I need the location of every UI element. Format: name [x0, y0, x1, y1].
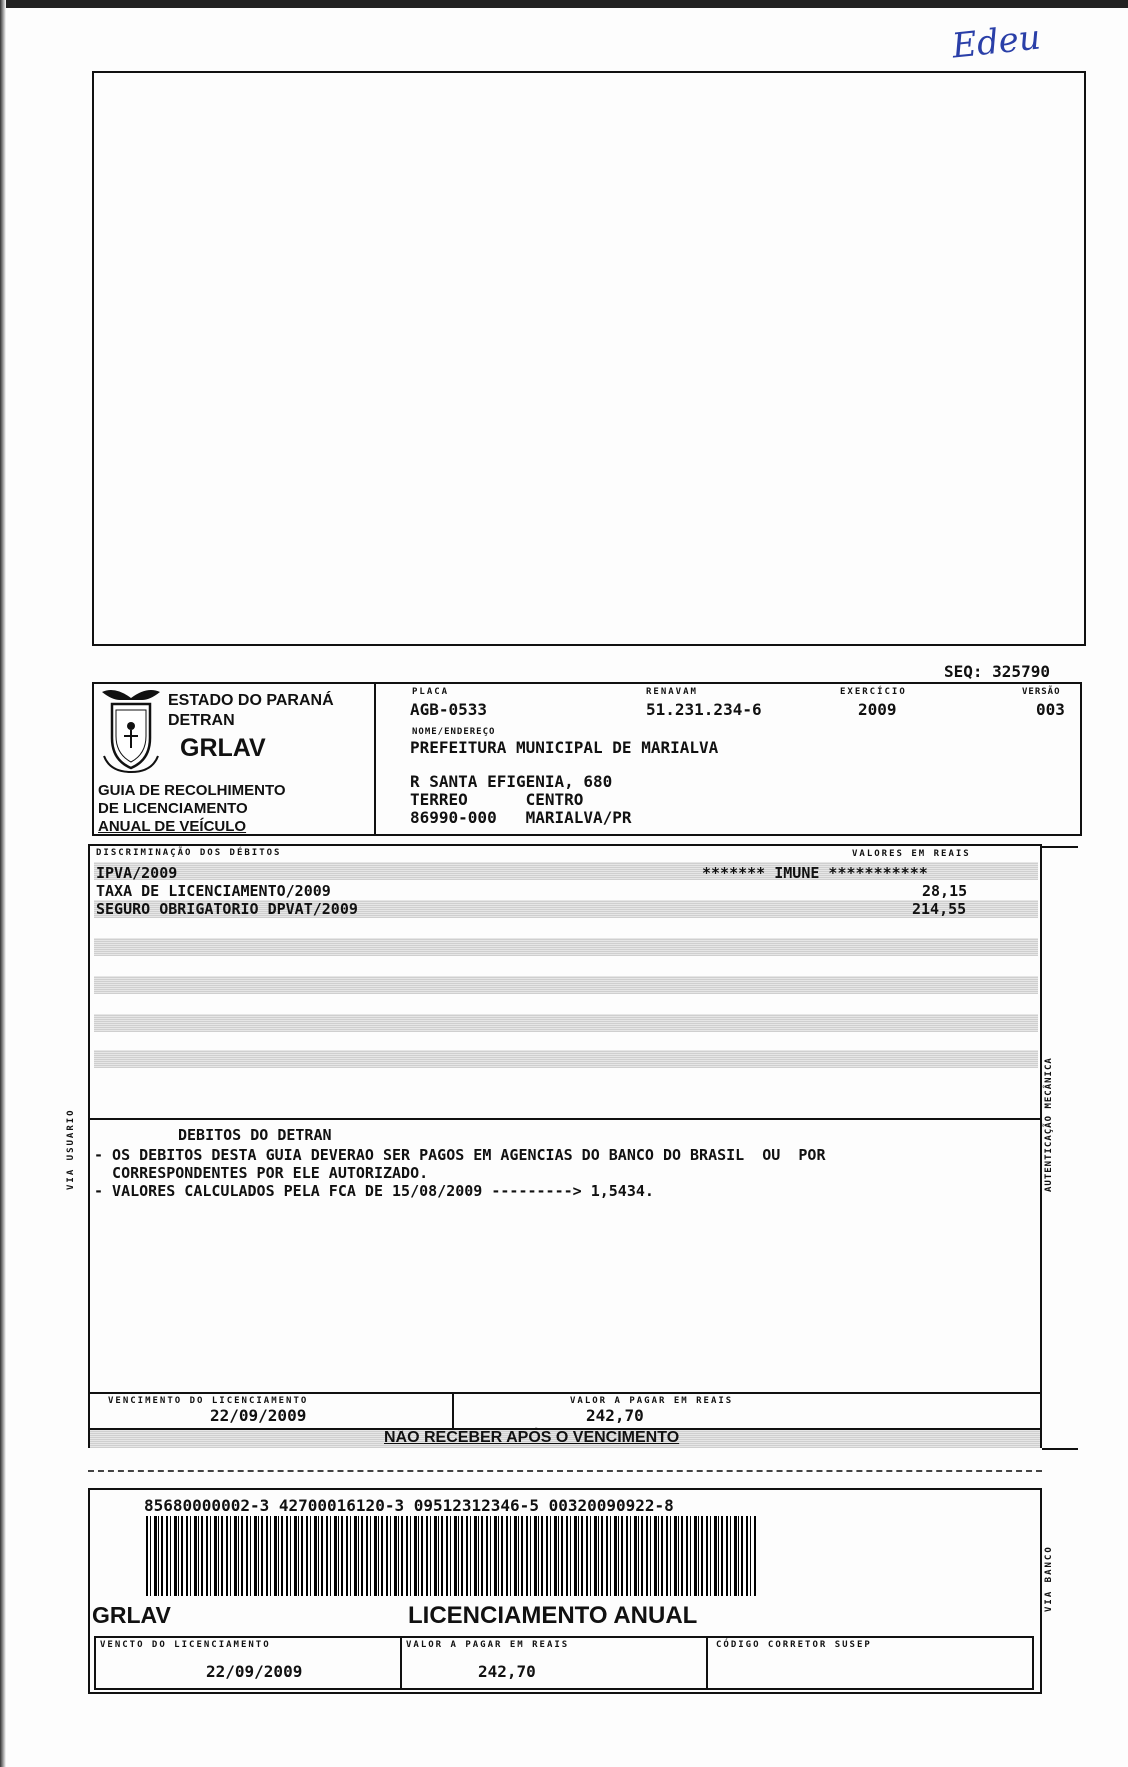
header-section: [92, 682, 1082, 836]
guide-title-line-2: DE LICENCIAMENTO: [98, 800, 248, 817]
slip-valor-value: 242,70: [478, 1662, 536, 1681]
address-line-2: TERREO CENTRO: [410, 790, 584, 809]
slip-valor-label: VALOR A PAGAR EM REAIS: [406, 1640, 570, 1650]
shade-row: [94, 1014, 1038, 1032]
versao-value: 003: [1036, 700, 1065, 719]
slip-table: [94, 1636, 1034, 1690]
header-code: GRLAV: [180, 734, 266, 762]
debits-header-left: DISCRIMINAÇÃO DOS DÉBITOS: [96, 848, 282, 858]
susep-label: CÓDIGO CORRETOR SUSEP: [716, 1640, 872, 1650]
nome-label: NOME/ENDEREÇO: [412, 727, 496, 737]
handwritten-note: Edeu: [950, 17, 1043, 67]
message-line: - OS DEBITOS DESTA GUIA DEVERAO SER PAGOS EM AGENCIAS DO BANCO DO BRASIL OU POR: [94, 1146, 826, 1164]
renavam-value: 51.231.234-6: [646, 700, 762, 719]
header-left: [94, 684, 376, 834]
debit-value: 214,55: [912, 900, 967, 918]
scan-left-edge: [0, 0, 6, 1767]
barcode-number: 85680000002-3 42700016120-3 09512312346-5 00320090922-8: [144, 1496, 674, 1515]
via-usuario-label: VIA USUARIO: [66, 1108, 76, 1190]
slip-venc-value: 22/09/2009: [206, 1662, 303, 1681]
autenticacao-label: AUTENTICAÇÃO MECÂNICA: [1044, 1057, 1054, 1192]
guide-title-line-3: ANUAL DE VEÍCULO: [98, 818, 247, 835]
shade-row: [94, 976, 1038, 994]
shade-row: [94, 1050, 1038, 1068]
exercicio-label: EXERCÍCIO: [840, 687, 907, 697]
slip-venc-label: VENCTO DO LICENCIAMENTO: [100, 1640, 271, 1650]
guide-title-line-1: GUIA DE RECOLHIMENTO: [98, 782, 286, 799]
exercicio-value: 2009: [858, 700, 897, 719]
debit-value: ******* IMUNE ***********: [702, 864, 928, 882]
versao-label: VERSÃO: [1022, 687, 1061, 697]
debit-value: 28,15: [922, 882, 968, 900]
cut-line: [88, 1470, 1042, 1472]
agency-name: DETRAN: [168, 712, 235, 729]
debits-header-right: VALORES EM REAIS: [852, 849, 971, 859]
debits-divider: [90, 1118, 1040, 1120]
slip-col-divider: [706, 1638, 708, 1688]
debits-section: [88, 844, 1042, 1448]
valor-label: VALOR A PAGAR EM REAIS: [570, 1396, 734, 1406]
bank-slip: [88, 1488, 1042, 1694]
venc-label: VENCIMENTO DO LICENCIAMENTO: [108, 1396, 309, 1406]
state-name: ESTADO DO PARANÁ: [168, 692, 334, 709]
autenticacao-border: [1042, 1448, 1078, 1450]
message-line: - VALORES CALCULADOS PELA FCA DE 15/08/2009 ---------> 1,5434.: [94, 1182, 654, 1200]
renavam-label: RENAVAM: [646, 687, 698, 697]
slip-col-divider: [400, 1638, 402, 1688]
valor-value: 242,70: [586, 1406, 644, 1425]
message-line: CORRESPONDENTES POR ELE AUTORIZADO.: [94, 1164, 429, 1182]
placa-label: PLACA: [412, 687, 450, 697]
owner-name: PREFEITURA MUNICIPAL DE MARIALVA: [410, 738, 719, 757]
blank-top-box: [92, 71, 1086, 646]
placa-value: AGB-0533: [410, 700, 488, 719]
address-line-3: 86990-000 MARIALVA/PR: [410, 808, 632, 827]
summary-divider: [90, 1392, 1040, 1394]
debit-desc: TAXA DE LICENCIAMENTO/2009: [96, 882, 331, 900]
debit-desc: SEGURO OBRIGATORIO DPVAT/2009: [96, 900, 358, 918]
coat-of-arms-icon: [100, 686, 162, 774]
sequence-number: SEQ: 325790: [944, 662, 1050, 681]
warning-text: NÃO RECEBER APÓS O VENCIMENTO: [384, 1429, 680, 1446]
messages-title: DEBITOS DO DETRAN: [178, 1126, 332, 1144]
shade-row: [94, 938, 1038, 956]
barcode: [146, 1516, 756, 1596]
via-banco-label: VIA BANCO: [1044, 1545, 1054, 1612]
venc-value: 22/09/2009: [210, 1406, 307, 1425]
address-line-1: R SANTA EFIGENIA, 680: [410, 772, 613, 791]
slip-title: LICENCIAMENTO ANUAL: [408, 1602, 698, 1629]
slip-code: GRLAV: [92, 1602, 171, 1628]
scan-top-edge: [0, 0, 1128, 8]
debit-desc: IPVA/2009: [96, 864, 178, 882]
autenticacao-border: [1042, 846, 1078, 848]
summary-col-divider: [452, 1392, 454, 1428]
